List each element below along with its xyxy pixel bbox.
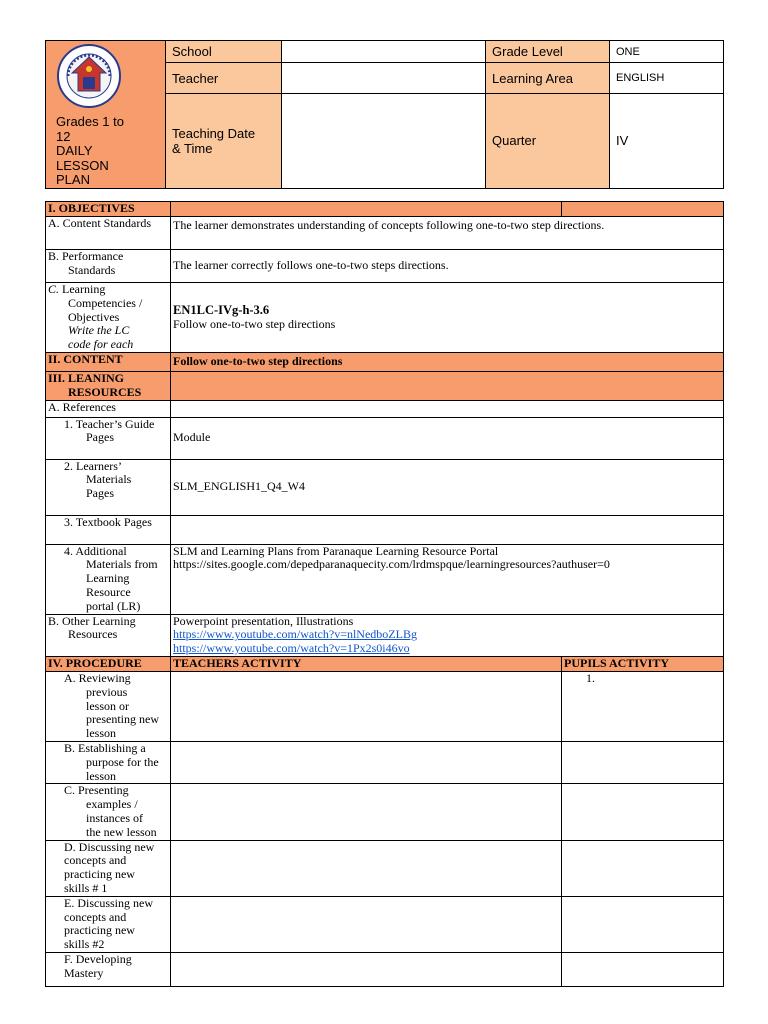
learners-materials-value[interactable]: SLM_ENGLISH1_Q4_W4	[171, 459, 724, 515]
procedure-step-b-label: B. Establishing a purpose for the lesson	[46, 741, 171, 783]
pupils-activity-cell[interactable]	[562, 896, 724, 952]
content-standards-value[interactable]: The learner demonstrates understanding of concepts following one-to-two step directions.	[171, 217, 724, 250]
resources-heading: III. LEANING RESOURCES	[46, 372, 171, 401]
objectives-heading-blank-2	[562, 202, 724, 217]
teachers-guide-label: 1. Teacher’s Guide Pages	[46, 417, 171, 459]
procedure-step-d-label: D. Discussing new concepts and practicing new skills # 1	[46, 840, 171, 896]
teaching-date-label: Teaching Date & Time	[166, 94, 282, 188]
grade-level-label: Grade Level	[486, 41, 610, 63]
learning-area-field[interactable]: ENGLISH	[610, 63, 724, 94]
pupils-activity-cell[interactable]	[562, 784, 724, 840]
content-value[interactable]: Follow one-to-two step directions	[171, 353, 724, 372]
additional-materials-label: 4. Additional Materials from Learning Resource portal (LR)	[46, 544, 171, 614]
learning-area-label: Learning Area	[486, 63, 610, 94]
procedure-step-f-label: F. Developing Mastery	[46, 952, 171, 986]
competencies-value[interactable]	[171, 283, 724, 353]
references-value[interactable]	[171, 400, 724, 417]
other-resources-value[interactable]: Powerpoint presentation, Illustrations https://www.youtube.com/watch?v=nlNedboZLBg https://www.youtube.com/watch?v=1Px2s0i46vo	[171, 614, 724, 656]
teachers-activity-cell[interactable]	[171, 952, 562, 986]
teachers-activity-cell[interactable]	[171, 784, 562, 840]
teaching-date-field[interactable]	[282, 94, 486, 188]
pupils-activity-heading: PUPILS ACTIVITY	[562, 656, 724, 671]
objectives-heading: I. OBJECTIVES	[46, 202, 171, 217]
school-field[interactable]	[282, 41, 486, 63]
lr-portal-url[interactable]: https://sites.google.com/depedparanaquecity.com/lrdmspque/learningresources?authuser=0	[173, 557, 610, 572]
procedure-step-c-label: C. Presenting examples / instances of the new lesson	[46, 784, 171, 840]
content-heading: II. CONTENT	[46, 353, 171, 372]
lc-code: EN1LC-IVg-h-3.6	[173, 302, 270, 317]
learners-materials-label: 2. Learners’ Materials Pages	[46, 459, 171, 515]
quarter-field[interactable]: IV	[610, 94, 724, 188]
deped-seal-icon	[54, 43, 124, 109]
pupils-activity-cell[interactable]	[562, 671, 724, 741]
procedure-step-a-label: A. Reviewing previous lesson or presenting new lesson	[46, 671, 171, 741]
lesson-plan-table	[45, 201, 724, 987]
teacher-field[interactable]	[282, 63, 486, 94]
youtube-link-2[interactable]: https://www.youtube.com/watch?v=1Px2s0i46vo	[173, 641, 410, 656]
objectives-heading-blank	[171, 202, 562, 217]
title-cell	[46, 41, 166, 189]
pupils-activity-cell[interactable]	[562, 952, 724, 986]
procedure-heading: IV. PROCEDURE	[46, 656, 171, 671]
youtube-link-1[interactable]: https://www.youtube.com/watch?v=nlNedboZLBg	[173, 627, 417, 642]
performance-standards-value[interactable]: The learner correctly follows one-to-two steps directions.	[171, 250, 724, 283]
pupils-activity-cell[interactable]	[562, 840, 724, 896]
performance-standards-label: B. Performance Standards	[46, 250, 171, 283]
textbook-pages-value[interactable]	[171, 515, 724, 544]
dlp-title: Grades 1 to 12 DAILY LESSON PLAN	[56, 114, 124, 187]
lc-text: Follow one-to-two step directions	[173, 316, 336, 331]
teachers-activity-cell[interactable]	[171, 896, 562, 952]
pupil-list-item: 1.	[586, 671, 595, 685]
pupils-activity-cell[interactable]	[562, 741, 724, 783]
teacher-label: Teacher	[166, 63, 282, 94]
header-table	[45, 40, 724, 189]
teachers-guide-value[interactable]: Module	[171, 417, 724, 459]
teachers-activity-heading: TEACHERS ACTIVITY	[171, 656, 562, 671]
teachers-activity-cell[interactable]	[171, 741, 562, 783]
school-label: School	[166, 41, 282, 63]
competencies-label: C. Learning Competencies / Objectives Write the LC code for each	[46, 283, 171, 353]
textbook-pages-label: 3. Textbook Pages	[46, 515, 171, 544]
references-label: A. References	[46, 400, 171, 417]
resources-heading-blank	[171, 372, 724, 401]
quarter-label: Quarter	[486, 94, 610, 188]
other-resources-label: B. Other Learning Resources	[46, 614, 171, 656]
content-standards-label: A. Content Standards	[46, 217, 171, 250]
procedure-step-e-label: E. Discussing new concepts and practicing new skills #2	[46, 896, 171, 952]
teachers-activity-cell[interactable]	[171, 671, 562, 741]
additional-materials-value[interactable]: SLM and Learning Plans from Paranaque Learning Resource Portal https://sites.google.com/depedparanaquecity.com/lrdmspque/learningresources?authuser=0	[171, 544, 724, 614]
teachers-activity-cell[interactable]	[171, 840, 562, 896]
grade-level-field[interactable]: ONE	[610, 41, 724, 63]
